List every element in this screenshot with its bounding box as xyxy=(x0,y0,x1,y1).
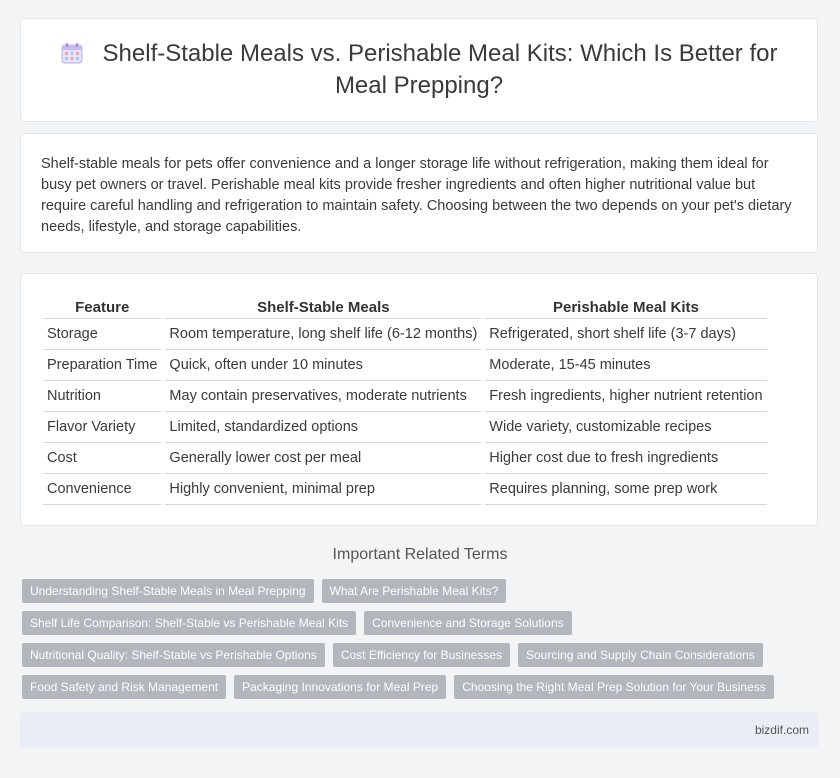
cell-perishable: Higher cost due to fresh ingredients xyxy=(485,443,766,474)
header-perishable: Perishable Meal Kits xyxy=(485,296,766,319)
related-term-tag[interactable]: Food Safety and Risk Management xyxy=(22,675,226,699)
table-header-row xyxy=(43,296,767,319)
related-term-tag[interactable]: Cost Efficiency for Businesses xyxy=(333,643,510,667)
cell-shelf-stable: May contain preservatives, moderate nutrients xyxy=(165,381,481,412)
page-title xyxy=(59,38,779,102)
cell-shelf-stable: Limited, standardized options xyxy=(165,412,481,443)
footer-brand[interactable]: bizdif.com xyxy=(754,723,809,737)
related-term-tag[interactable]: Nutritional Quality: Shelf-Stable vs Perishable Options xyxy=(22,643,325,667)
header-shelf-stable: Shelf-Stable Meals xyxy=(165,296,481,319)
calendar-icon xyxy=(61,42,83,64)
intro-paragraph: Shelf-stable meals for pets offer convenience and a longer storage life without refrigeration, making them ideal for busy pet owners or travel. Perishable meal kits provide fresher ingredients and often higher nutritional value but require careful handling and refrigeration to maintain safety. Choosing between the two depends on your pet's dietary needs, lifestyle, and storage capabilities. xyxy=(41,156,792,235)
cell-feature: Preparation Time xyxy=(43,350,161,381)
cell-feature: Flavor Variety xyxy=(43,412,161,443)
tag-row xyxy=(22,611,812,635)
related-term-tag[interactable]: Convenience and Storage Solutions xyxy=(364,611,571,635)
cell-feature: Convenience xyxy=(43,474,161,505)
cell-shelf-stable: Highly convenient, minimal prep xyxy=(165,474,481,505)
related-term-tag[interactable]: Shelf Life Comparison: Shelf-Stable vs Perishable Meal Kits xyxy=(22,611,356,635)
related-term-tag[interactable]: Understanding Shelf-Stable Meals in Meal Prepping xyxy=(22,579,314,603)
cell-shelf-stable: Generally lower cost per meal xyxy=(165,443,481,474)
related-terms-heading: Important Related Terms xyxy=(332,546,508,563)
table-row xyxy=(43,474,767,505)
tag-row xyxy=(22,643,812,667)
cell-feature: Storage xyxy=(43,319,161,350)
table-row xyxy=(43,381,767,412)
cell-perishable: Fresh ingredients, higher nutrient retention xyxy=(485,381,766,412)
comparison-card xyxy=(20,273,818,526)
cell-feature: Cost xyxy=(43,443,161,474)
table-row xyxy=(43,443,767,474)
table-row xyxy=(43,412,767,443)
header-feature: Feature xyxy=(43,296,161,319)
tag-row xyxy=(22,675,812,699)
cell-shelf-stable: Quick, often under 10 minutes xyxy=(165,350,481,381)
page-title-text: Shelf-Stable Meals vs. Perishable Meal Kits: Which Is Better for Meal Prepping? xyxy=(102,40,778,99)
title-card xyxy=(20,18,818,122)
related-term-tag[interactable]: Choosing the Right Meal Prep Solution for Your Business xyxy=(454,675,774,699)
cell-perishable: Moderate, 15-45 minutes xyxy=(485,350,766,381)
related-terms-tags xyxy=(22,579,812,707)
related-term-tag[interactable]: Sourcing and Supply Chain Considerations xyxy=(518,643,763,667)
cell-feature: Nutrition xyxy=(43,381,161,412)
cell-shelf-stable: Room temperature, long shelf life (6-12 months) xyxy=(165,319,481,350)
tag-row xyxy=(22,579,812,603)
intro-card xyxy=(20,133,818,253)
related-term-tag[interactable]: What Are Perishable Meal Kits? xyxy=(322,579,507,603)
cell-perishable: Wide variety, customizable recipes xyxy=(485,412,766,443)
cell-perishable: Refrigerated, short shelf life (3-7 days) xyxy=(485,319,766,350)
table-row xyxy=(43,350,767,381)
comparison-table xyxy=(39,296,771,505)
related-term-tag[interactable]: Packaging Innovations for Meal Prep xyxy=(234,675,446,699)
table-row xyxy=(43,319,767,350)
cell-perishable: Requires planning, some prep work xyxy=(485,474,766,505)
footer xyxy=(20,713,818,747)
